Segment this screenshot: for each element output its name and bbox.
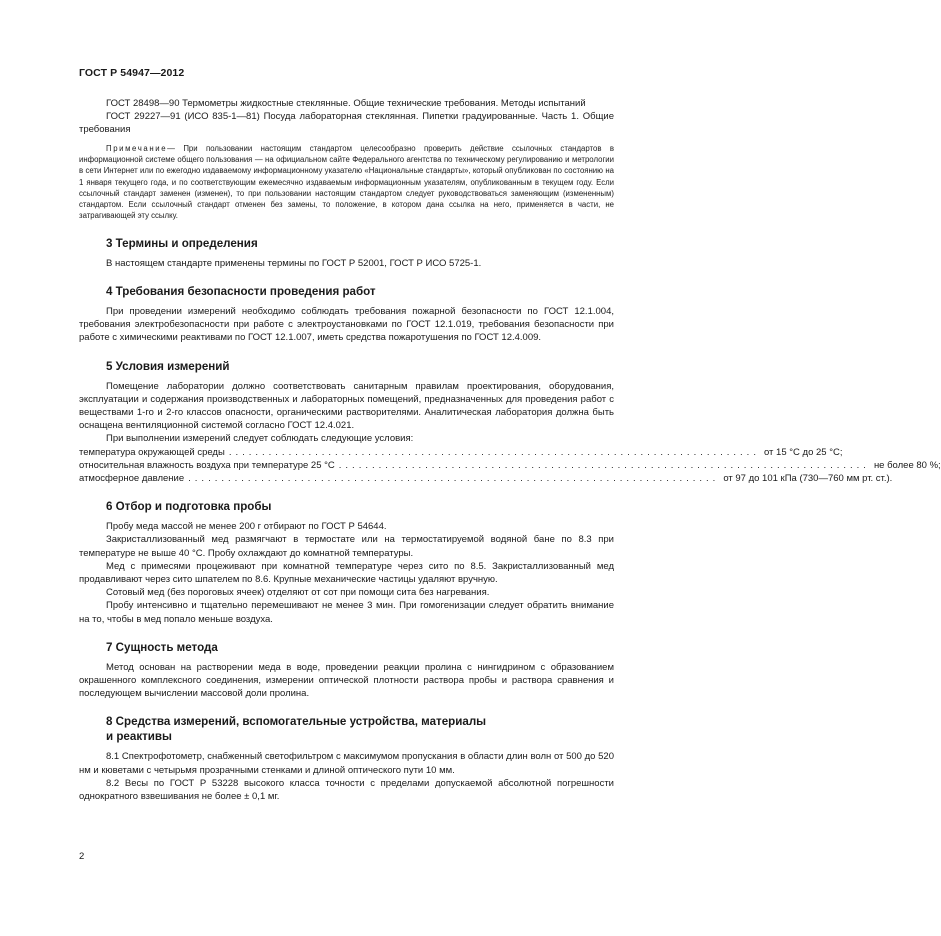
- dot-leader: ................................................................................: [338, 459, 870, 471]
- note-paragraph: [79, 143, 614, 222]
- section-8-paragraph-1: 8.1 Спектрофотометр, снабженный светофильтром с максимумом пропускания в области длин волн от 500 до 520 нм и кюветами с четырьмя прозрачными стенками и длиной оптического пути 10 мм.: [79, 751, 614, 776]
- condition-label: атмосферное давление: [79, 472, 185, 484]
- document-body: [79, 97, 941, 803]
- section-5-paragraph-1: Помещение лаборатории должно соответствовать санитарным правилам проектирования, оборудования, эксплуатации и содержания производственных и лабораторных помещений, предназначенных для проведения работ с веществами 1-го и 2-го классов опасности, органическими растворителями. Аналитическая лаборатория должна быть оснащена вентиляционной системой согласно ГОСТ 12.4.021.: [79, 380, 614, 432]
- section-8-title-line-1: 8 Средства измерений, вспомогательные устройства, материалы: [106, 715, 487, 729]
- page-number: 2: [79, 851, 85, 862]
- condition-row: [79, 472, 893, 485]
- conditions-list: [79, 446, 941, 486]
- ref-gost-29227: ГОСТ 29227—91 (ИСО 835-1—81) Посуда лабораторная стеклянная. Пипетки градуированные. Часть 1. Общие требования: [79, 111, 614, 136]
- section-5-paragraph-2: При выполнении измерений следует соблюдать следующие условия:: [106, 433, 414, 445]
- condition-row: [79, 459, 941, 472]
- section-6-title: 6 Отбор и подготовка пробы: [106, 500, 272, 514]
- condition-value: от 97 до 101 кПа (730—760 мм рт. ст.).: [723, 472, 893, 484]
- section-5-title: 5 Условия измерений: [106, 359, 230, 373]
- section-8-title: [79, 714, 614, 744]
- section-7-title: 7 Сущность метода: [106, 640, 218, 654]
- section-7-paragraph: Метод основан на растворении меда в воде, проведении реакции пролина с нингидрином с образованием окрашенного комплексного соединения, измерении оптической плотности раствора пробы и раствора сравнения и последующем вычислении массовой доли пролина.: [79, 661, 614, 700]
- section-3-title: 3 Термины и определения: [106, 236, 258, 250]
- condition-value: не более 80 %;: [873, 459, 941, 471]
- section-4-title: 4 Требования безопасности проведения работ: [106, 284, 376, 298]
- ref-gost-28498: ГОСТ 28498—90 Термометры жидкостные стеклянные. Общие технические требования. Методы испытаний: [106, 98, 586, 109]
- section-4-paragraph: При проведении измерений необходимо соблюдать требования пожарной безопасности по ГОСТ 12.1.004, требования электробезопасности при работе с электроустановками по ГОСТ 12.1.019, требования безопасности при работе с химическими реактивами по ГОСТ 12.1.007, иметь средства пожаротушения по ГОСТ 12.4.009.: [79, 305, 614, 344]
- note-label: Примечание: [106, 143, 168, 153]
- note-text: — При пользовании настоящим стандартом целесообразно проверить действие ссылочных стандартов в информационной системе общего пользования — на официальном сайте Федерального агентства по техническому регулированию и метрологии в сети Интернет или по ежегодно издаваемому информационному указателю «Национальные стандарты», который опубликован по состоянию на 1 января текущего года, и по соответствующим ежемесячно издаваемым информационным указателям, опубликованным в текущем году. Если ссылочный стандарт заменен (изменен), то при пользовании настоящим стандартом следует руководствоваться заменяющим (измененным) стандартом. Если ссылочный стандарт отменен без замены, то положение, в котором дана ссылка на него, применяется в части, не затрагивающей эту ссылку.: [79, 143, 614, 221]
- section-8-title-line-2: и реактивы: [106, 730, 172, 744]
- section-6-paragraph-3: Мед с примесями процеживают при комнатной температуре через сито по 8.5. Закристаллизованный мед продавливают через сито шпателем по 8.6. Крупные механические частицы удаляют вручную.: [79, 560, 614, 585]
- section-6-paragraph-1: Пробу меда массой не менее 200 г отбирают по ГОСТ Р 54644.: [106, 521, 387, 533]
- section-8-paragraph-2: 8.2 Весы по ГОСТ Р 53228 высокого класса точности с пределами допускаемой абсолютной погрешности однократного взвешивания не более ± 0,1 мг.: [79, 777, 614, 802]
- document-header: ГОСТ Р 54947—2012: [79, 67, 185, 79]
- condition-row: [79, 446, 843, 459]
- section-6-paragraph-2: Закристаллизованный мед размягчают в термостате или на термостатируемой водяной бане по 8.3 при температуре не выше 40 °С. Пробу охлаждают до комнатной температуры.: [79, 534, 614, 559]
- dot-leader: ................................................................................: [228, 446, 760, 458]
- section-3-paragraph: В настоящем стандарте применены термины по ГОСТ Р 52001, ГОСТ Р ИСО 5725-1.: [106, 257, 482, 269]
- section-6-paragraph-4: Сотовый мед (без пороговых ячеек) отделяют от сот при помощи сита без нагревания.: [106, 587, 490, 599]
- condition-label: температура окружающей среды: [79, 446, 225, 458]
- condition-label: относительная влажность воздуха при температуре 25 °С: [79, 459, 335, 471]
- condition-value: от 15 °С до 25 °С;: [763, 446, 843, 458]
- dot-leader: ................................................................................: [188, 472, 720, 484]
- section-6-paragraph-5: Пробу интенсивно и тщательно перемешивают не менее 3 мин. При гомогенизации следует обратить внимание на то, чтобы в мед попало меньше воздуха.: [79, 600, 614, 625]
